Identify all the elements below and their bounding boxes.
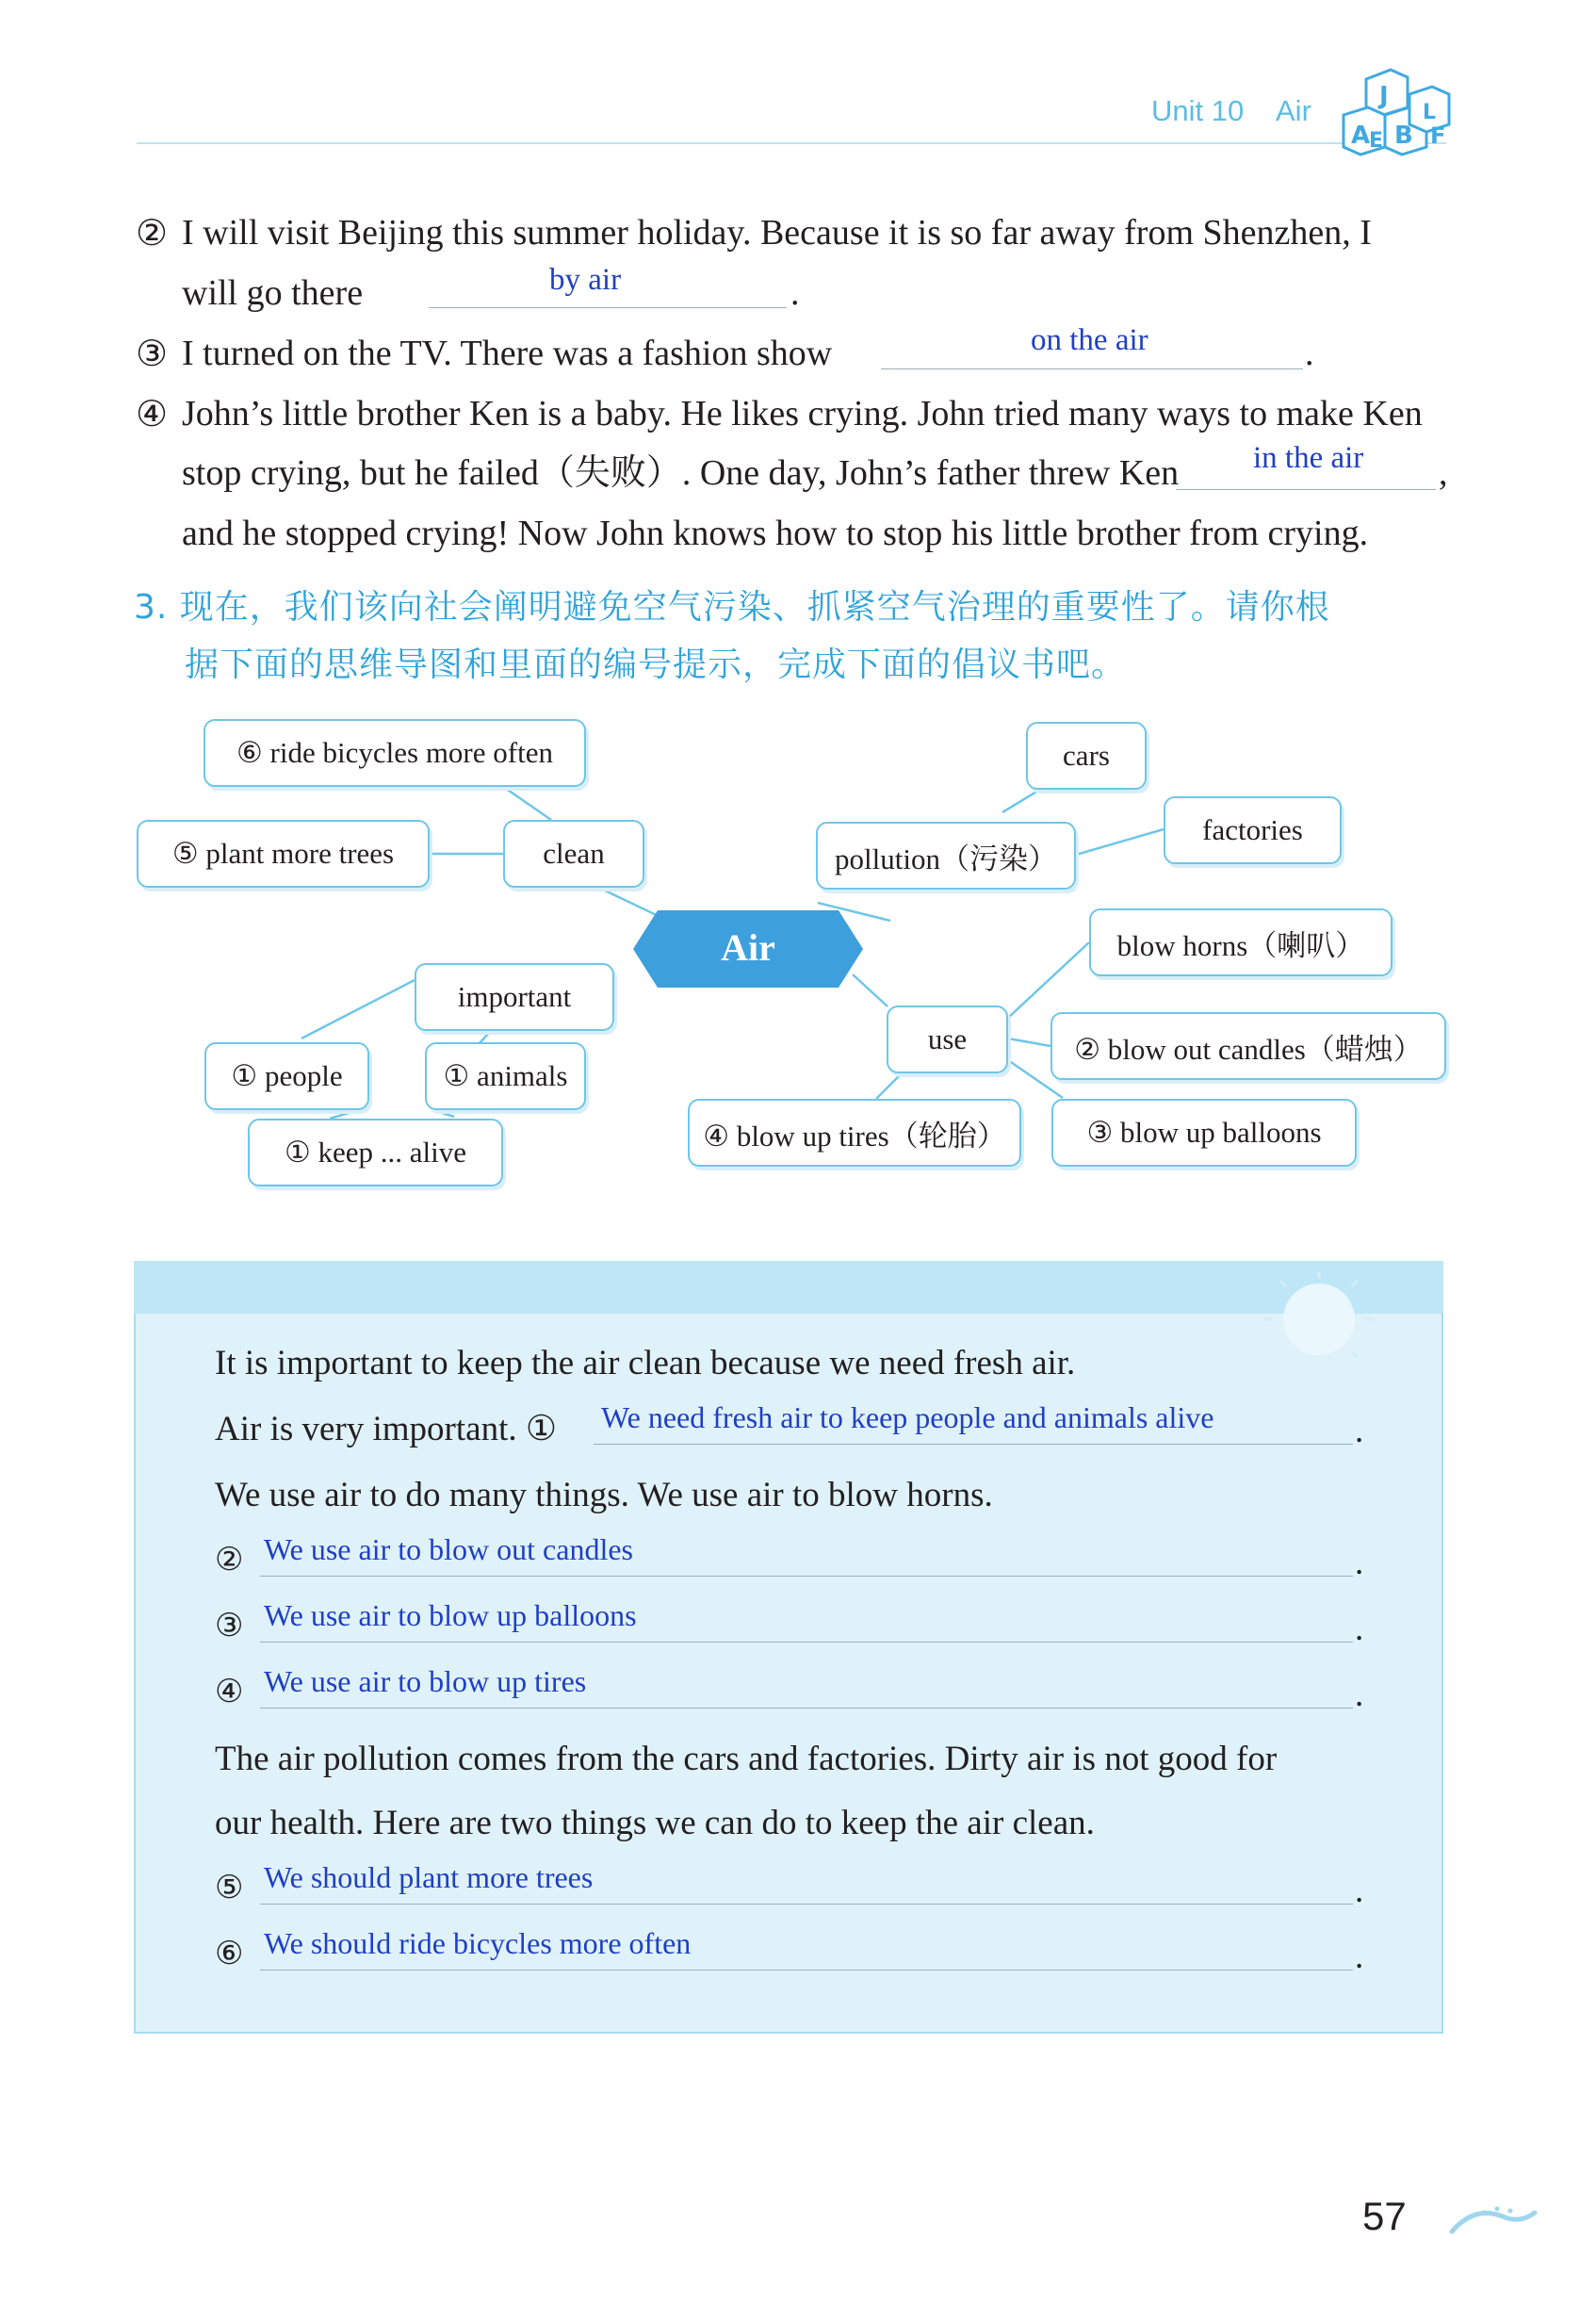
- item2-text-line1: I will visit Beijing this summer holiday. Because it is so far away from Shenzhen, I: [182, 213, 1372, 253]
- node-air-hexagon: [633, 910, 863, 988]
- node-ride-bicycles: ⑥ ride bicycles more often: [204, 719, 586, 787]
- item4-text-line3: and he stopped crying! Now John knows how to stop his little brother from crying.: [182, 514, 1369, 553]
- item4-answer: in the air: [1253, 441, 1364, 475]
- logo-letter-l: L: [1423, 101, 1437, 124]
- letter-blank-1: [594, 1444, 1353, 1445]
- letter-answer-6: We should ride bicycles more often: [264, 1926, 692, 1960]
- letter-blank-2: [260, 1576, 1353, 1577]
- letter-answer-4: We use air to blow up tires: [264, 1664, 587, 1698]
- letter-period-5: .: [1355, 1872, 1364, 1910]
- exercise3-instruction-line1: 3. 现在，我们该向社会阐明避免空气污染、抓紧空气治理的重要性了。请你根: [134, 588, 1330, 627]
- item2-text-line2: will go there: [182, 273, 364, 313]
- node-blow-horns: blow horns（喇叭）: [1089, 908, 1392, 976]
- node-blow-up-tires: ④ blow up tires（轮胎）: [688, 1099, 1021, 1167]
- letter-line2: Air is very important. ①: [215, 1410, 558, 1448]
- item3-number: ③: [136, 333, 169, 374]
- letter-num-6: ⑥: [215, 1935, 244, 1972]
- letter-line5: our health. Here are two things we can do to keep the air clean.: [215, 1804, 1095, 1842]
- node-cars: cars: [1026, 722, 1147, 790]
- wave-decoration-icon: [1446, 2196, 1540, 2243]
- letter-num-2: ②: [215, 1541, 244, 1578]
- letter-period-3: .: [1355, 1610, 1364, 1648]
- unit-label: Unit 10: [1151, 94, 1245, 127]
- node-clean: clean: [503, 820, 644, 888]
- node-factories: factories: [1164, 796, 1342, 864]
- node-keep-alive: ① keep ... alive: [248, 1119, 503, 1186]
- item4-text-line1: John’s little brother Ken is a baby. He likes crying. John tried many ways to make Ken: [182, 394, 1423, 433]
- letter-answer-3: We use air to blow up balloons: [264, 1598, 637, 1632]
- item3-answer: on the air: [1031, 323, 1148, 357]
- letter-num-3: ③: [215, 1607, 244, 1644]
- letter-period-4: .: [1355, 1676, 1364, 1714]
- node-air-label: Air: [721, 926, 775, 969]
- node-important: important: [415, 963, 614, 1031]
- letter-period-1: .: [1355, 1412, 1364, 1450]
- exercise3-instruction-line2: 据下面的思维导图和里面的编号提示，完成下面的倡议书吧。: [185, 646, 1127, 684]
- item2-number: ②: [136, 212, 169, 253]
- page-number: 57: [1362, 2194, 1407, 2238]
- item2-answer: by air: [549, 263, 622, 297]
- logo-letter-b: B: [1394, 122, 1413, 150]
- letter-line4: The air pollution comes from the cars and factories. Dirty air is not good for: [215, 1740, 1278, 1778]
- letter-period-6: .: [1355, 1938, 1364, 1976]
- node-people: ① people: [204, 1042, 369, 1110]
- letter-num-5: ⑤: [215, 1869, 244, 1906]
- letter-blank-5: [260, 1904, 1353, 1905]
- letter-answer-5: We should plant more trees: [264, 1860, 594, 1894]
- node-animals: ① animals: [425, 1042, 586, 1110]
- node-blow-up-balloons: ③ blow up balloons: [1051, 1099, 1357, 1167]
- letter-period-2: .: [1355, 1544, 1364, 1582]
- letter-answer-1: We need fresh air to keep people and animals alive: [601, 1400, 1214, 1434]
- letter-blank-3: [260, 1642, 1353, 1643]
- letter-line3: We use air to do many things. We use air to blow horns.: [215, 1476, 993, 1514]
- node-pollution: pollution（污染）: [816, 822, 1076, 890]
- item2-period: .: [790, 273, 800, 313]
- node-use: use: [887, 1006, 1008, 1073]
- item3-text: I turned on the TV. There was a fashion show: [182, 334, 833, 373]
- node-blow-out-candles: ② blow out candles（蜡烛）: [1050, 1012, 1446, 1080]
- item4-number: ④: [136, 393, 169, 434]
- logo-letter-a: A: [1351, 122, 1371, 150]
- item3-period: .: [1305, 334, 1314, 373]
- letter-line1: It is important to keep the air clean because we need fresh air.: [215, 1344, 1076, 1382]
- letter-answer-2: We use air to blow out candles: [264, 1532, 633, 1566]
- topic-label: Air: [1276, 94, 1311, 127]
- node-plant-trees: ⑤ plant more trees: [137, 820, 430, 888]
- item4-text-line2: stop crying, but he failed（失败）. One day, John’s father threw Ken: [182, 453, 1180, 493]
- logo-letter-j: J: [1379, 82, 1389, 110]
- logo-letter-f: F: [1430, 123, 1446, 149]
- sun-icon: [1244, 1267, 1404, 1381]
- logo-letter-e: E: [1369, 129, 1384, 153]
- item4-comma: ,: [1439, 453, 1448, 493]
- letter-blank-4: [260, 1708, 1353, 1709]
- letter-num-4: ④: [215, 1673, 244, 1710]
